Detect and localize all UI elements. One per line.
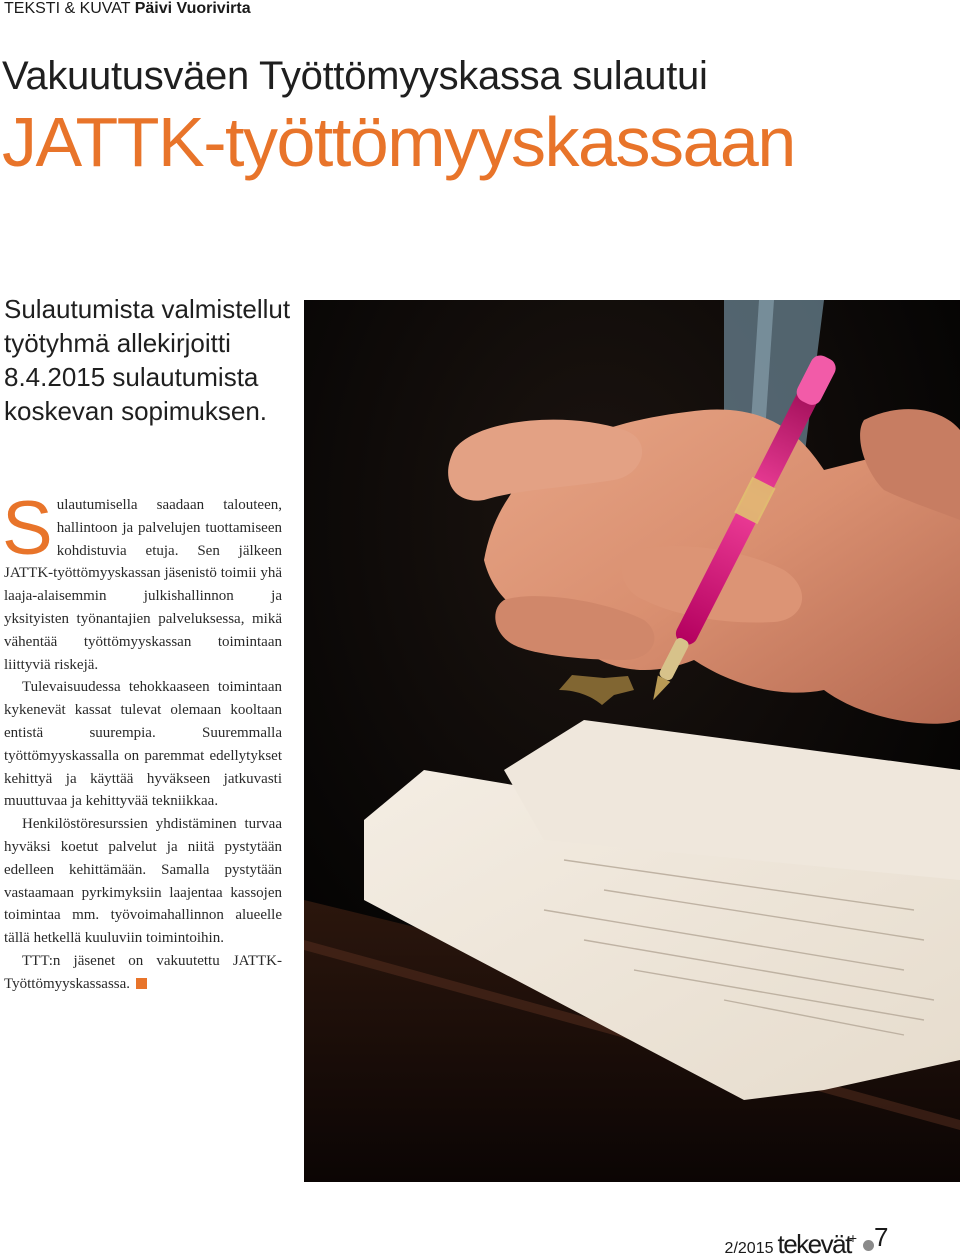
headline [2,52,795,180]
bullet-dot-icon [863,1240,874,1251]
body-paragraph-1-text: ulautumisella saadaan talouteen, hallintoon ja palvelujen tuottamiseen kohdistuvia etuja. Sen jälkeen JATTK-työttömyyskassan jäsenistö toimii yhä laaja-alaisemmin julkishallinnon ja yksityisten työnantajien palveluksessa, mikä vähentää työttömyyskassan toimintaan liittyviä riskejä. [4,497,282,673]
credit-prefix: TEKSTI & KUVAT [4,0,131,17]
end-mark-icon [136,978,147,989]
brand-plus: + [848,1230,857,1246]
body-paragraph-1 [2,486,282,676]
headline-line-1: Vakuutusväen Työttömyyskassa sulautui [2,54,708,98]
page-footer [725,1229,884,1260]
page-number: 7 [874,1222,889,1252]
issue-number: 2/2015 [724,1240,774,1257]
credit-line [4,0,251,19]
lead-paragraph: Sulautumista valmistellut työtyhmä allekirjoitti 8.4.2015 sulautumista koskevan sopimuksen. [4,294,291,426]
brand-logo: tekevät [777,1229,851,1259]
body-paragraph-4 [4,950,282,996]
signing-document-photo [304,300,960,1182]
body-paragraph-2: Tulevaisuudessa tehokkaaseen toimintaan kykenevät kassat tulevat olemaan kooltaan entistä suurempia. Suuremmalla työttömyyskassalla on paremmat edellytykset kehittyä ja käyttää hyväkseen jatkuvasti muuttuvaa ja kehittyvää tekniikkaa. [4,679,282,810]
article-body [2,486,282,996]
drop-cap: S [2,486,53,571]
credit-author: Päivi Vuorivirta [134,0,251,17]
headline-line-2: JATTK-työttömyyskassaan [2,103,795,181]
body-paragraph-3: Henkilöstöresurssien yhdistäminen turvaa hyväksi koetut palvelut ja niitä pystytään edelleen kehittämään. Samalla pystytään vastaamaan pyrkimyksiin laajentaa kassojen toimintaa mm. työvoimahallinnon alueelle tällä hetkellä kuuluviin toimintoihin. [4,816,282,947]
body-paragraph-4-text: TTT:n jäsenet on vakuutettu JATTK-Työttömyyskassassa. [4,952,282,992]
